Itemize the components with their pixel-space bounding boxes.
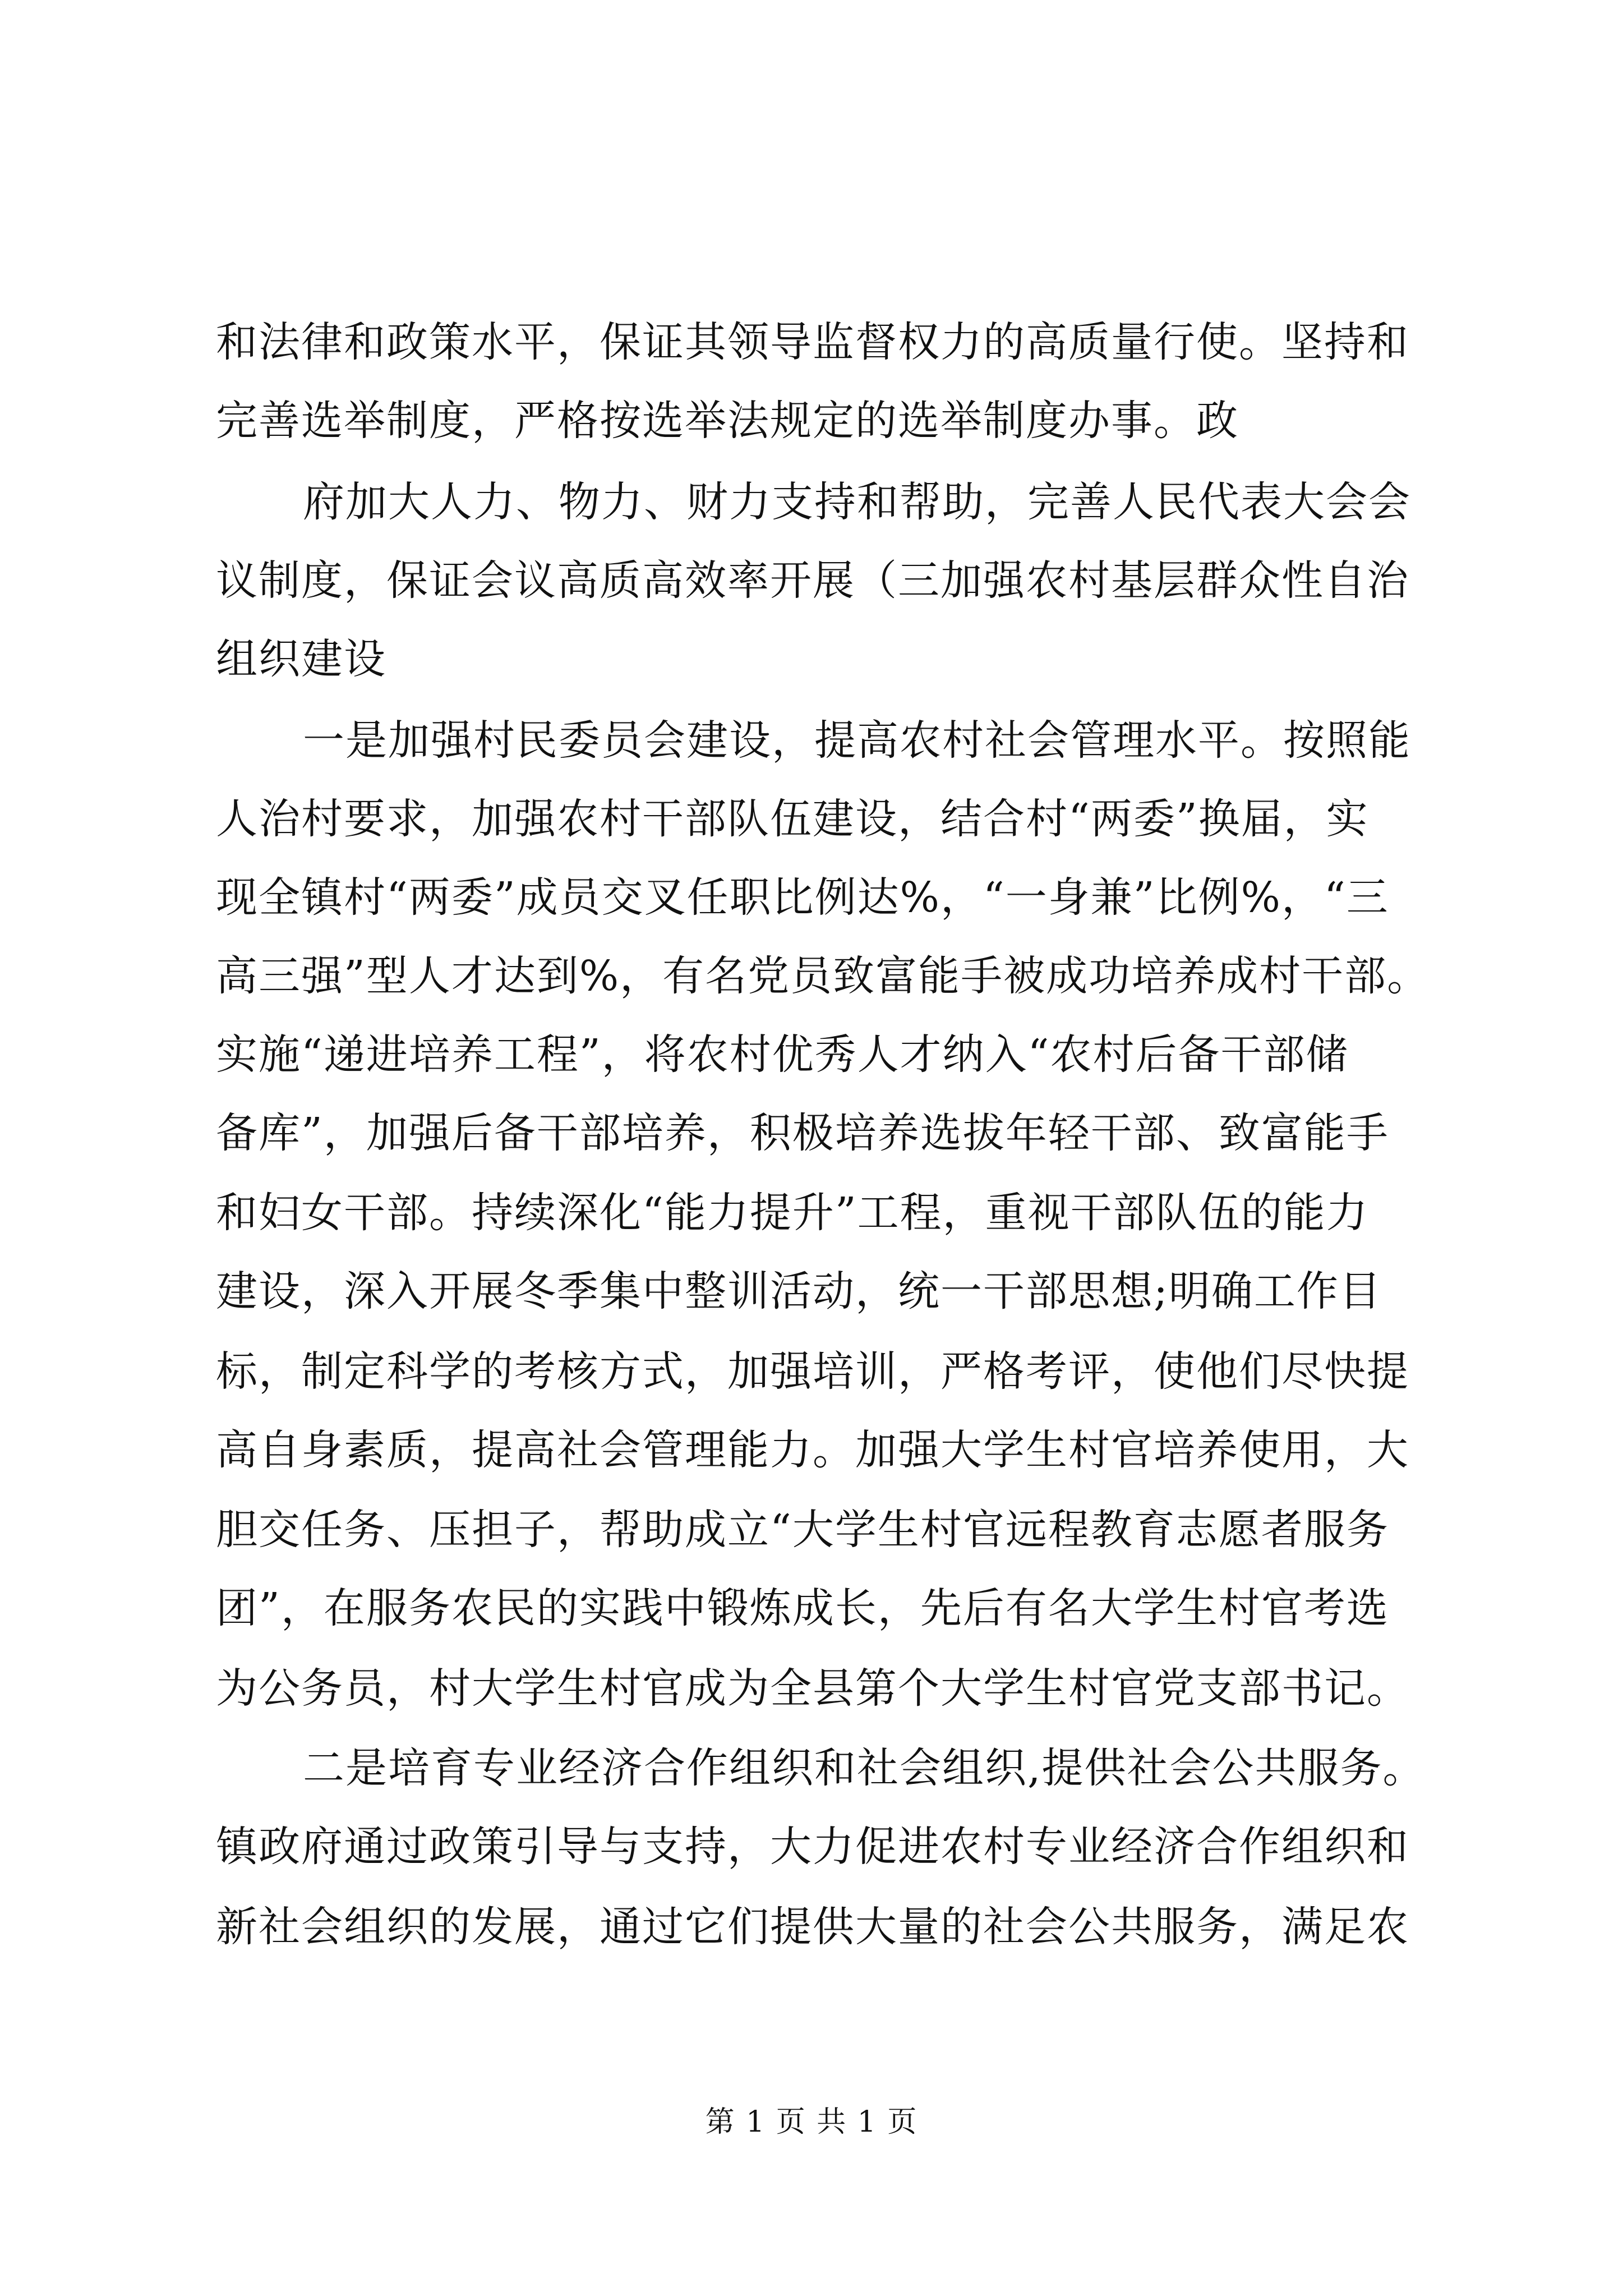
text-line: 镇政府通过政策引导与支持，大力促进农村专业经济合作组织和: [216, 1823, 1409, 1871]
text-line: 议制度，保证会议高质高效率开展（三加强农村基层群众性自治: [216, 556, 1409, 605]
text-line: 建设，深入开展冬季集中整训活动，统一干部思想;明确工作目: [216, 1267, 1382, 1315]
text-line: 和法律和政策水平，保证其领导监督权力的高质量行使。坚持和: [216, 318, 1409, 366]
paragraph-start-line: 府加大人力、物力、财力支持和帮助，完善人民代表大会会: [303, 478, 1411, 526]
page-number-footer: 第 1 页 共 1 页: [705, 2105, 918, 2139]
text-line: 实施“递进培养工程”，将农村优秀人才纳入“农村后备干部储: [216, 1030, 1349, 1079]
text-line: 团”，在服务农民的实践中锻炼成长，先后有名大学生村官考选: [216, 1584, 1389, 1632]
text-line: 高自身素质，提高社会管理能力。加强大学生村官培养使用，大: [216, 1426, 1409, 1474]
text-line: 新社会组织的发展，通过它们提供大量的社会公共服务，满足农: [216, 1903, 1409, 1951]
text-line: 标，制定科学的考核方式，加强培训，严格考评，使他们尽快提: [216, 1347, 1409, 1396]
text-line: 完善选举制度，严格按选举法规定的选举制度办事。政: [216, 397, 1239, 445]
text-line: 现全镇村“两委”成员交叉任职比例达%，“一身兼”比例%，“三: [216, 873, 1389, 922]
text-line: 胆交任务、压担子，帮助成立“大学生村官远程教育志愿者服务: [216, 1506, 1389, 1554]
text-line: 备库”，加强后备干部培养，积极培养选拔年轻干部、致富能手: [216, 1109, 1389, 1157]
text-line: 组织建设: [216, 635, 386, 683]
paragraph-start-line: 一是加强村民委员会建设，提高农村社会管理水平。按照能: [303, 716, 1411, 765]
text-line: 为公务员，村大学生村官成为全县第个大学生村官党支部书记。: [216, 1664, 1409, 1713]
text-line: 人治村要求，加强农村干部队伍建设，结合村“两委”换届，实: [216, 795, 1369, 843]
text-line: 高三强”型人才达到%，有名党员致富能手被成功培养成村干部。: [216, 952, 1430, 1000]
text-line: 和妇女干部。持续深化“能力提升”工程，重视干部队伍的能力: [216, 1189, 1369, 1237]
paragraph-start-line: 二是培育专业经济合作组织和社会组织,提供社会公共服务。: [303, 1744, 1426, 1792]
